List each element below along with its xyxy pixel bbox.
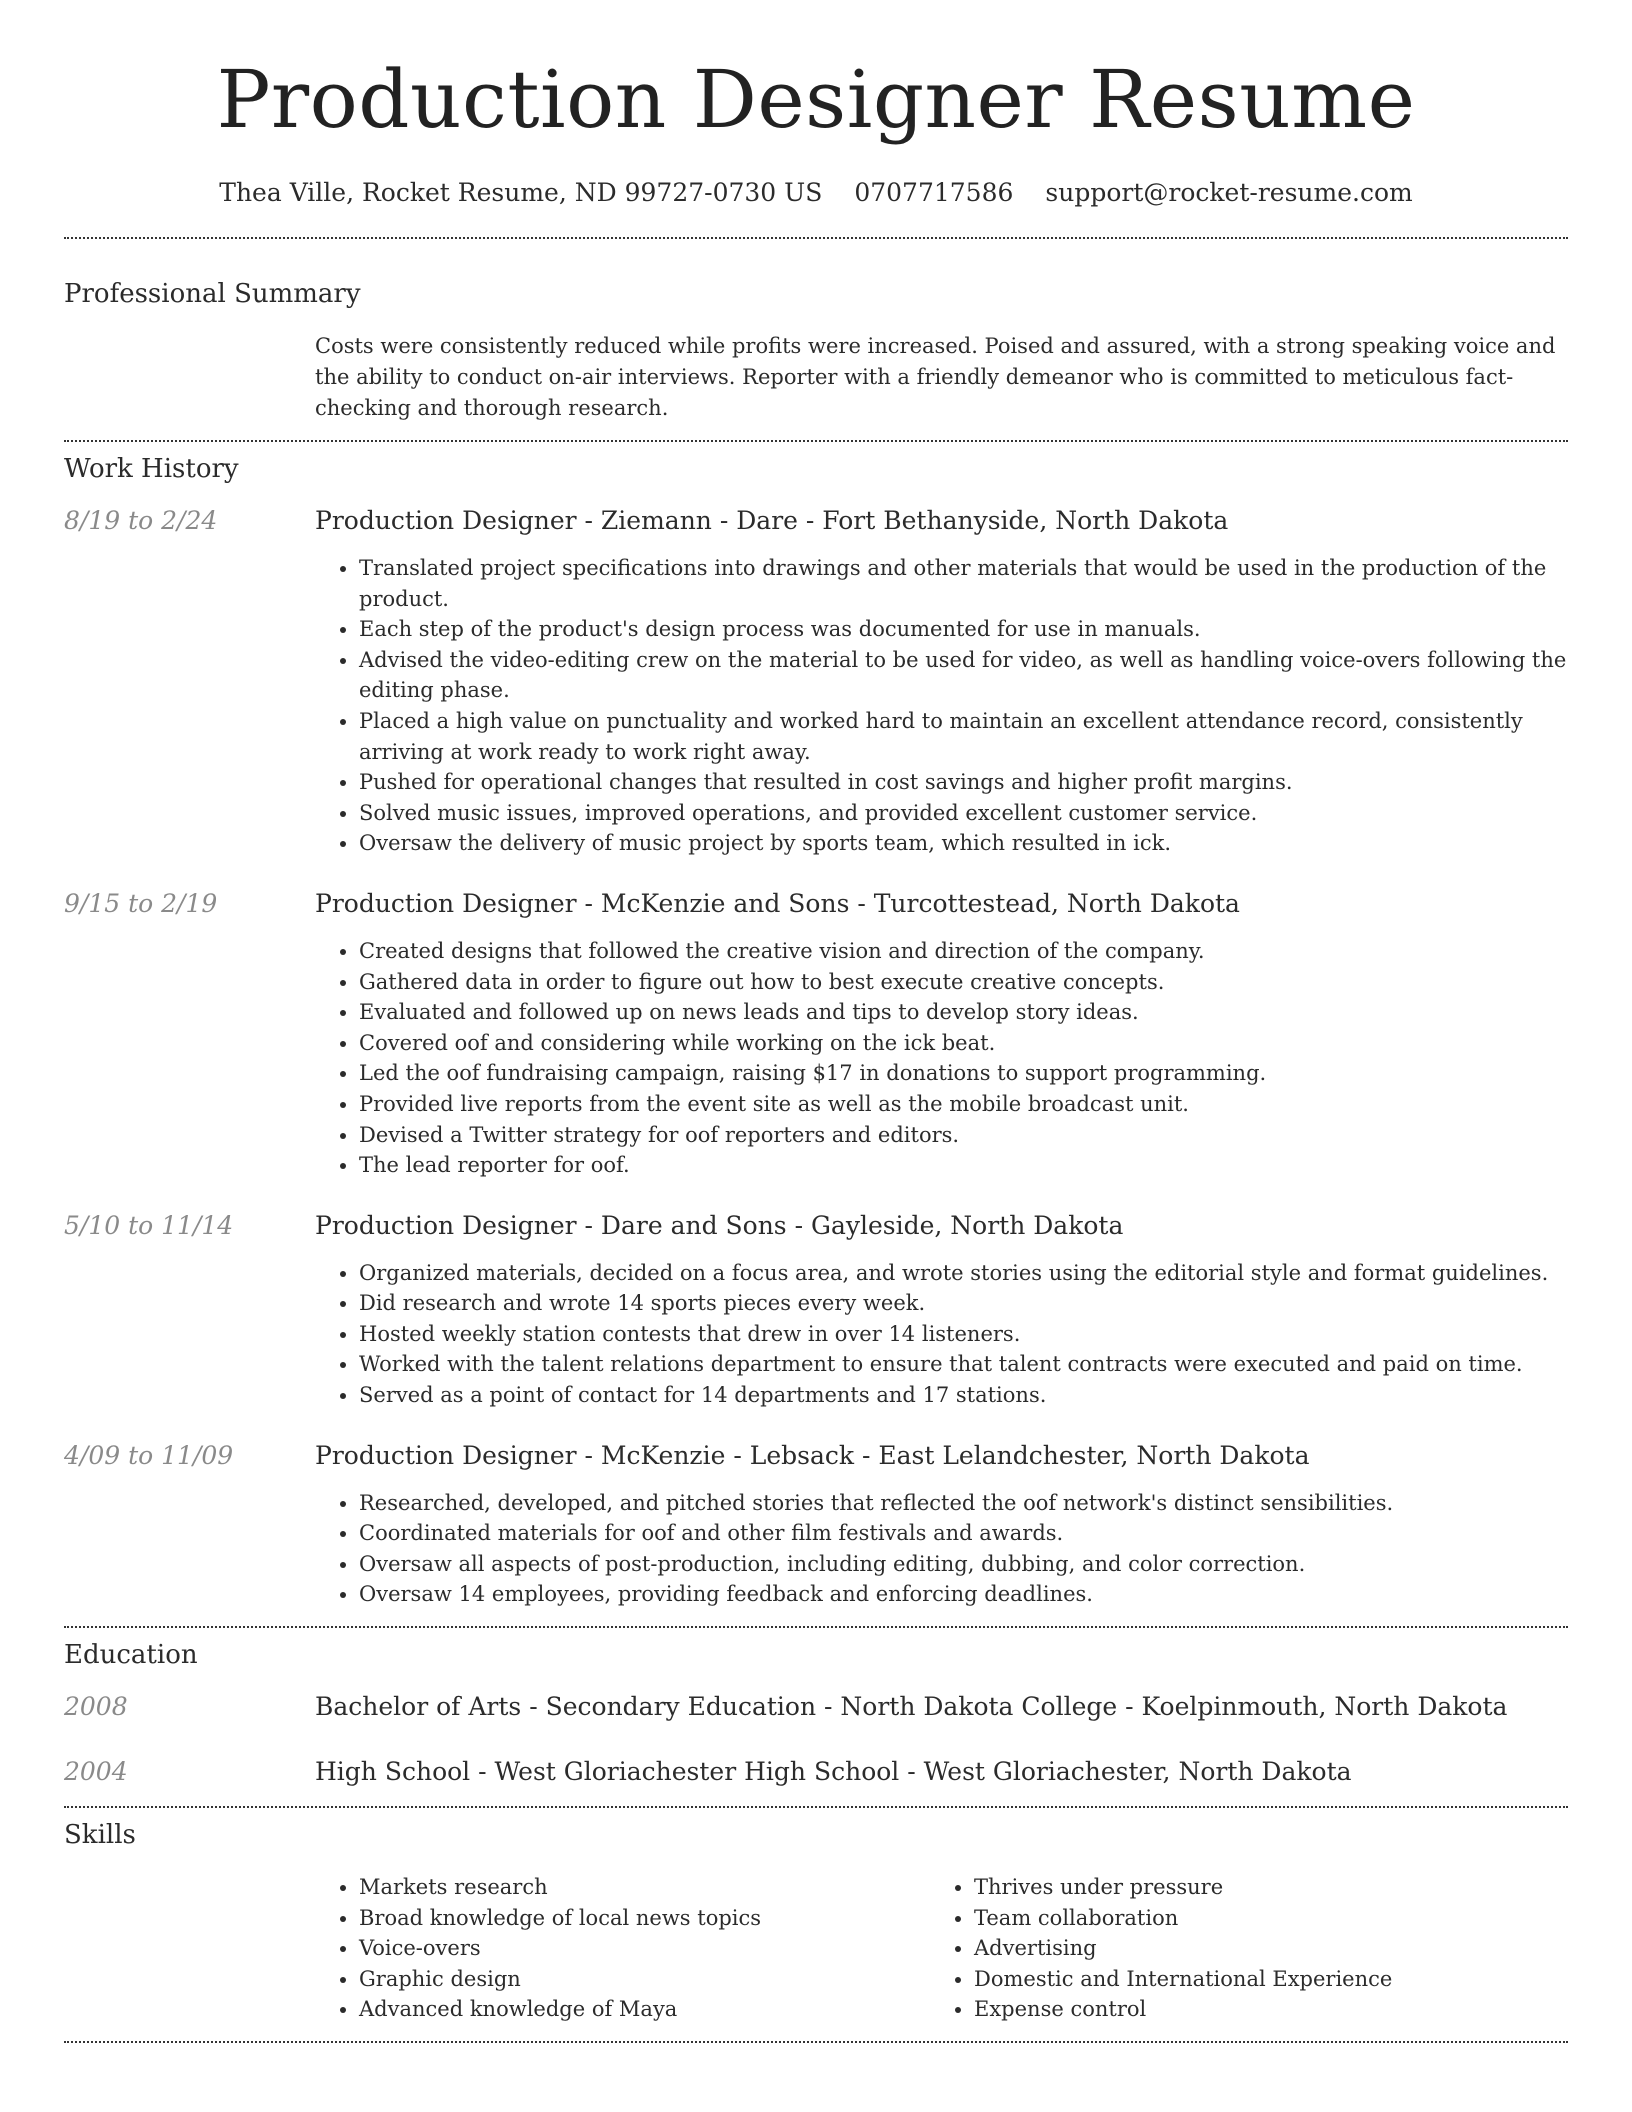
job-title: Production Designer - Dare and Sons - Gayleside, North Dakota [315,1210,1124,1240]
contact-email: support@rocket-resume.com [1045,178,1413,207]
job-entry [64,1441,1568,1610]
list-item: • Voice-overs [359,1933,930,1964]
job-dates: 9/15 to 2/19 [64,888,218,918]
education-year: 2008 [64,1692,128,1722]
list-item: • Advanced knowledge of Maya [359,1994,930,2025]
list-item: • Thrives under pressure [974,1872,1545,1903]
section-title-work: Work History [64,454,239,484]
job-entry [64,1211,1568,1411]
list-item: • Provided live reports from the event site as well as the mobile broadcast unit. [359,1089,1568,1120]
list-item: • Hosted weekly station contests that drew in over 14 listeners. [359,1319,1568,1350]
list-item: • Did research and wrote 14 sports pieces every week. [359,1288,1568,1319]
skills-list-left [315,1872,930,2025]
education-degree: High School - West Gloriachester High School - West Gloriachester, North Dakota [315,1757,1352,1787]
job-title: Production Designer - Ziemann - Dare - Fort Bethanyside, North Dakota [315,506,1229,535]
summary-section [64,239,1568,424]
list-item: • Broad knowledge of local news topics [359,1903,930,1934]
section-title-skills: Skills [64,1820,136,1851]
work-section [64,442,1568,1610]
list-item: • Researched, developed, and pitched stories that reflected the oof network's distinct sensibilities. [359,1488,1568,1519]
list-item: • Domestic and International Experience [974,1964,1545,1995]
job-entry [64,506,1568,859]
list-item: • Expense control [974,1994,1545,2025]
list-item: • Advised the video-editing crew on the material to be used for video, as well as handling voice-overs following the editing phase. [359,645,1568,706]
list-item: • Evaluated and followed up on news leads and tips to develop story ideas. [359,997,1568,1028]
contact-line [64,178,1568,207]
list-item: • Oversaw 14 employees, providing feedback and enforcing deadlines. [359,1579,1568,1610]
job-title: Production Designer - McKenzie and Sons - Turcottestead, North Dakota [315,888,1240,918]
list-item: • Advertising [974,1933,1545,1964]
list-item: • Worked with the talent relations department to ensure that talent contracts were executed and paid on time. [359,1349,1568,1380]
list-item: • Team collaboration [974,1903,1545,1934]
resume-title: Production Designer Resume [216,53,1416,146]
list-item: • Organized materials, decided on a focus area, and wrote stories using the editorial style and format guidelines. [359,1258,1568,1289]
list-item: • Led the oof fundraising campaign, raising $17 in donations to support programming. [359,1058,1568,1089]
list-item: • Each step of the product's design process was documented for use in manuals. [359,614,1568,645]
job-bullets [315,936,1568,1181]
resume-header [64,0,1568,207]
education-entry [64,1757,1568,1786]
skills-list-right [930,1872,1545,2025]
list-item: • Placed a high value on punctuality and worked hard to maintain an excellent attendance record, consistently arriving at work ready to work right away. [359,706,1568,767]
job-dates: 8/19 to 2/24 [64,506,218,535]
education-year: 2004 [64,1757,128,1787]
contact-phone: 0707717586 [854,178,1014,207]
education-degree: Bachelor of Arts - Secondary Education - North Dakota College - Koelpinmouth, North Dakota [315,1692,1508,1722]
list-item: • Oversaw all aspects of post-production, including editing, dubbing, and color correction. [359,1549,1568,1580]
list-item: • Coordinated materials for oof and other film festivals and awards. [359,1518,1568,1549]
section-title-summary: Professional Summary [64,279,361,309]
job-bullets [315,1488,1568,1610]
list-item: • Oversaw the delivery of music project by sports team, which resulted in ick. [359,828,1568,859]
list-item: • The lead reporter for oof. [359,1150,1568,1181]
list-item: • Served as a point of contact for 14 departments and 17 stations. [359,1380,1568,1411]
skills-columns [315,1872,1568,2025]
section-title-education: Education [64,1640,198,1671]
list-item: • Graphic design [359,1964,930,1995]
education-entry [64,1692,1568,1721]
list-item: • Translated project specifications into drawings and other materials that would be used in the production of the product. [359,553,1568,614]
section-divider [64,2041,1568,2043]
list-item: • Pushed for operational changes that resulted in cost savings and higher profit margins. [359,767,1568,798]
job-title: Production Designer - McKenzie - Lebsack - East Lelandchester, North Dakota [315,1440,1310,1470]
list-item: • Devised a Twitter strategy for oof reporters and editors. [359,1120,1568,1151]
job-dates: 5/10 to 11/14 [64,1210,234,1240]
job-bullets [315,1258,1568,1411]
list-item: • Gathered data in order to figure out how to best execute creative concepts. [359,967,1568,998]
list-item: • Solved music issues, improved operations, and provided excellent customer service. [359,798,1568,829]
list-item: • Created designs that followed the creative vision and direction of the company. [359,936,1568,967]
contact-address: Thea Ville, Rocket Resume, ND 99727-0730 US [219,178,823,207]
skills-section [64,1808,1568,2025]
job-bullets [315,553,1568,859]
job-dates: 4/09 to 11/09 [64,1440,234,1470]
summary-text: Costs were consistently reduced while profits were increased. Poised and assured, with a strong speaking voice and the ability to conduct on-air interviews. Reporter with a friendly demeanor who is committed to meticulous fact-checking and thorough research. [315,334,1556,420]
job-entry [64,889,1568,1181]
list-item: • Markets research [359,1872,930,1903]
list-item: • Covered oof and considering while working on the ick beat. [359,1028,1568,1059]
education-section [64,1628,1568,1786]
